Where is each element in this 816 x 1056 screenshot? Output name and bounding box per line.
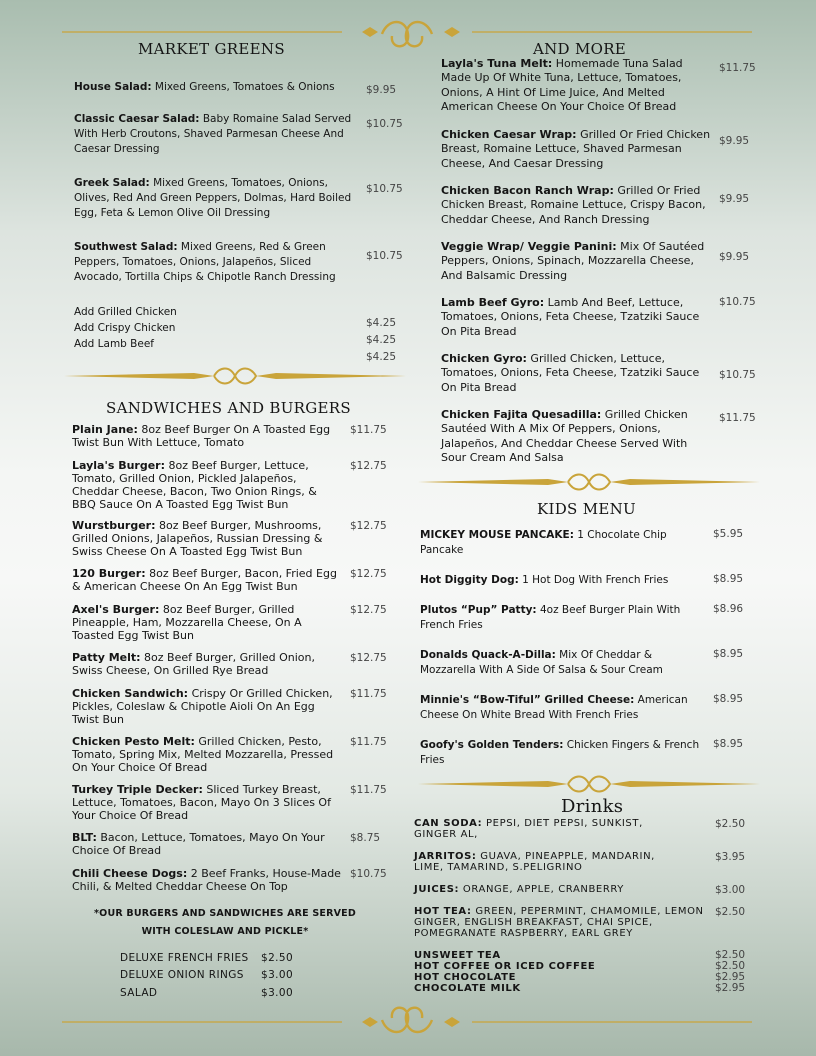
addon-price: $4.25 [366,317,397,329]
menu-item [72,568,344,594]
item-name: Axel's Burger: [72,603,160,616]
menu-item [72,424,344,450]
menu-item [72,652,344,678]
item-name: HOT CHOCOLATE [414,972,517,983]
item-name: CHOCOLATE MILK [414,983,521,994]
addon: Add Grilled Chicken [74,306,177,318]
item-price: $8.95 [713,738,744,750]
item-desc: American Cheese On White Bread With French Fries [420,694,688,721]
item-name: HOT TEA: [414,906,472,917]
item-desc: Lamb And Beef, Lettuce, Tomatoes, Onions, Feta Cheese, Tzatziki Sauce On Pita Bread [441,296,700,338]
drink-item [414,961,595,972]
item-price: $12.75 [350,568,387,580]
item-desc: 8oz Beef Burger, Mushrooms, Grilled Onions, Jalapeños, Russian Dressing & Swiss Cheese On A Toasted Egg Twist Bun [72,519,323,558]
drink-item [414,906,704,939]
item-name: Chili Cheese Dogs: [72,867,188,880]
item-price: $8.75 [350,832,381,844]
kids-menu-title: KIDS MENU [537,500,636,518]
item-price: $12.75 [350,652,387,664]
item-price: $11.75 [350,688,387,700]
item-name: House Salad: [74,81,152,93]
item-price: $10.75 [366,118,403,130]
item-price: $8.96 [713,603,744,615]
item-price: $2.50 [715,949,746,961]
drink-item [414,983,521,994]
item-desc: Grilled Or Fried Chicken Breast, Romaine Lettuce, Crispy Bacon, Cheddar Cheese, And Ranch Dressing [441,184,706,226]
drink-item [414,851,682,873]
sandwiches-title: SANDWICHES AND BURGERS [106,399,351,417]
item-price: $10.75 [350,868,387,880]
menu-item [420,693,706,723]
menu-item [72,604,344,643]
item-desc: Crispy Or Grilled Chicken, Pickles, Coleslaw & Chipotle Aioli On An Egg Twist Bun [72,687,333,726]
item-name: HOT COFFEE OR ICED COFFEE [414,961,596,972]
item-price: $3.95 [715,851,746,863]
item-price: $9.95 [719,135,750,147]
ornament-divider [418,774,760,794]
item-desc: 2 Beef Franks, House-Made Chili, & Melted Cheddar Cheese On Top [72,867,341,893]
item-price: $8.95 [713,648,744,660]
item-name: MICKEY MOUSE PANCAKE: [420,529,574,541]
menu-item [72,460,344,512]
item-desc: Grilled Chicken, Pesto, Tomato, Spring Mix, Melted Mozzarella, Pressed On Your Choice Of Bread [72,735,334,774]
menu-item [441,184,713,227]
item-name: Chicken Bacon Ranch Wrap: [441,184,614,197]
bottom-ornament-divider [62,1004,752,1040]
addon-price: $4.25 [366,351,397,363]
item-desc: Grilled Chicken Sautéed With A Mix Of Peppers, Onions, Jalapeños, And Cheddar Cheese Served With Sour Cream And Salsa [441,408,688,464]
item-desc: 8oz Beef Burger, Grilled Pineapple, Ham, Mozzarella Cheese, On A Toasted Egg Twist Bun [72,603,302,642]
item-name: Layla's Tuna Melt: [441,57,553,70]
addon-price: $4.25 [366,334,397,346]
side-price: $2.50 [261,952,294,964]
item-desc: Mix Of Sautéed Peppers, Onions, Spinach, Mozzarella Cheese, And Balsamic Dressing [441,240,705,282]
item-name: JUICES: [414,884,460,895]
item-name: CAN SODA: [414,818,483,829]
item-name: Chicken Gyro: [441,352,527,365]
item-price: $2.50 [715,906,746,918]
item-desc: 8oz Beef Burger, Grilled Onion, Swiss Cheese, On Grilled Rye Bread [72,651,315,677]
menu-item [72,736,344,775]
item-desc: Mix Of Cheddar & Mozzarella With A Side Of Salsa & Sour Cream [420,649,663,676]
menu-item [441,57,713,114]
side-price: $3.00 [261,969,294,981]
item-price: $12.75 [350,460,387,472]
item-desc: Bacon, Lettuce, Tomatoes, Mayo On Your Choice Of Bread [72,831,325,857]
menu-item [74,240,359,285]
item-name: Veggie Wrap/ Veggie Panini: [441,240,617,253]
item-price: $11.75 [719,62,756,74]
menu-item [74,176,359,221]
item-price: $10.75 [719,296,756,308]
menu-item [72,784,344,823]
item-name: Turkey Triple Decker: [72,783,203,796]
item-desc: PEPSI, DIET PEPSI, SUNKIST, GINGER AL, [414,818,643,840]
sandwich-note: *OUR BURGERS AND SANDWICHES ARE SERVED WITH COLESLAW AND PICKLE* [94,908,356,938]
item-desc: 1 Hot Dog With French Fries [518,574,669,586]
item-desc: 1 Chocolate Chip Pancake [420,529,667,556]
menu-item [441,296,713,339]
item-price: $11.75 [350,424,387,436]
item-name: Plutos “Pup” Patty: [420,604,537,616]
menu-item [74,112,359,157]
item-name: Donalds Quack-A-Dilla: [420,649,556,661]
item-name: Patty Melt: [72,651,141,664]
drink-item [414,884,682,895]
item-desc: Mixed Greens, Red & Green Peppers, Tomatoes, Onions, Jalapeños, Sliced Avocado, Tortilla Chips & Chipotle Ranch Dressing [74,241,336,283]
item-price: $5.95 [713,528,744,540]
side-label: DELUXE FRENCH FRIES [120,952,249,964]
menu-item [420,738,706,768]
addon: Add Crispy Chicken [74,322,176,334]
menu-item [72,520,344,559]
item-name: Chicken Sandwich: [72,687,189,700]
item-price: $8.95 [713,693,744,705]
drinks-title: Drinks [561,796,624,817]
menu-item [441,128,713,171]
menu-item [441,352,713,395]
menu-item [420,573,706,588]
item-name: Chicken Pesto Melt: [72,735,195,748]
item-price: $2.50 [715,960,746,972]
item-name: Lamb Beef Gyro: [441,296,545,309]
item-desc: 8oz Beef Burger, Bacon, Fried Egg & American Cheese On An Egg Twist Bun [72,567,337,593]
menu-item [72,868,344,894]
item-desc: Mixed Greens, Tomatoes, Onions, Olives, Red And Green Peppers, Dolmas, Hard Boiled Egg, Feta & Lemon Olive Oil Dressing [74,177,352,219]
menu-item [420,603,706,633]
item-price: $2.50 [715,818,746,830]
item-desc: Chicken Fingers & French Fries [420,739,700,766]
item-name: Plain Jane: [72,423,138,436]
item-price: $9.95 [719,251,750,263]
item-price: $11.75 [719,412,756,424]
menu-item [441,408,713,465]
menu-item [72,688,344,727]
item-price: $11.75 [350,736,387,748]
and-more-title: AND MORE [533,40,627,58]
drink-item [414,950,501,961]
item-desc: Mixed Greens, Tomatoes & Onions [151,81,335,93]
item-price: $9.95 [366,84,397,96]
menu-item [74,80,359,95]
item-price: $11.75 [350,784,387,796]
ornament-divider [64,366,406,386]
item-desc: Baby Romaine Salad Served With Herb Croutons, Shaved Parmesan Cheese And Caesar Dressing [74,113,352,155]
market-greens-title: MARKET GREENS [138,40,285,58]
item-price: $9.95 [719,193,750,205]
item-name: Classic Caesar Salad: [74,113,200,125]
item-price: $3.00 [715,884,746,896]
ornament-divider [418,472,760,492]
item-desc: 8oz Beef Burger On A Toasted Egg Twist Bun With Lettuce, Tomato [72,423,331,449]
item-price: $12.75 [350,520,387,532]
drink-item [414,972,516,983]
menu-item [420,528,706,558]
item-name: Minnie's “Bow-Tiful” Grilled Cheese: [420,694,635,706]
item-desc: Sliced Turkey Breast, Lettuce, Tomatoes, Bacon, Mayo On 3 Slices Of Your Choice Of Bread [72,783,331,822]
item-name: Hot Diggity Dog: [420,574,519,586]
side-label: SALAD [120,987,158,999]
menu-item [72,832,344,858]
item-price: $12.75 [350,604,387,616]
item-name: 120 Burger: [72,567,146,580]
item-name: Goofy's Golden Tenders: [420,739,564,751]
side-label: DELUXE ONION RINGS [120,969,244,981]
item-name: BLT: [72,831,97,844]
item-desc: 8oz Beef Burger, Lettuce, Tomato, Grilled Onion, Pickled Jalapeños, Cheddar Cheese, Bacon, Two Onion Rings, & BBQ Sauce On A Toasted Egg Twist Bun [72,459,317,511]
item-desc: Grilled Chicken, Lettuce, Tomatoes, Onions, Feta Cheese, Tzatziki Sauce On Pita Bread [441,352,700,394]
item-desc: GREEN, PEPERMINT, CHAMOMILE, LEMON GINGER, ENGLISH BREAKFAST, CHAI SPICE, POMEGRANATE RASPBERRY, EARL GREY [414,906,704,939]
item-name: Southwest Salad: [74,241,178,253]
menu-item [420,648,706,678]
item-price: $10.75 [366,250,403,262]
item-price: $10.75 [366,183,403,195]
item-price: $2.95 [715,971,746,983]
addon: Add Lamb Beef [74,338,155,350]
item-desc: 4oz Beef Burger Plain With French Fries [420,604,681,631]
item-price: $2.95 [715,982,746,994]
item-name: JARRITOS: [414,851,477,862]
item-desc: Homemade Tuna Salad Made Up Of White Tuna, Lettuce, Tomatoes, Onions, A Hint Of Lime Juice, And Melted American Cheese On Your Choice Of Bread [441,57,683,113]
item-name: Chicken Fajita Quesadilla: [441,408,602,421]
item-desc: GUAVA, PINEAPPLE, MANDARIN, LIME, TAMARIND, S.PELIGRINO [414,851,655,873]
item-name: Greek Salad: [74,177,150,189]
item-name: UNSWEET TEA [414,950,501,961]
item-name: Layla's Burger: [72,459,166,472]
item-price: $10.75 [719,369,756,381]
item-name: Chicken Caesar Wrap: [441,128,577,141]
item-name: Wurstburger: [72,519,156,532]
side-price: $3.00 [261,987,294,999]
item-desc: Grilled Or Fried Chicken Breast, Romaine Lettuce, Shaved Parmesan Cheese, And Caesar Dressing [441,128,711,170]
drink-item [414,818,682,840]
menu-item [441,240,713,283]
item-price: $8.95 [713,573,744,585]
item-desc: ORANGE, APPLE, CRANBERRY [459,884,625,895]
